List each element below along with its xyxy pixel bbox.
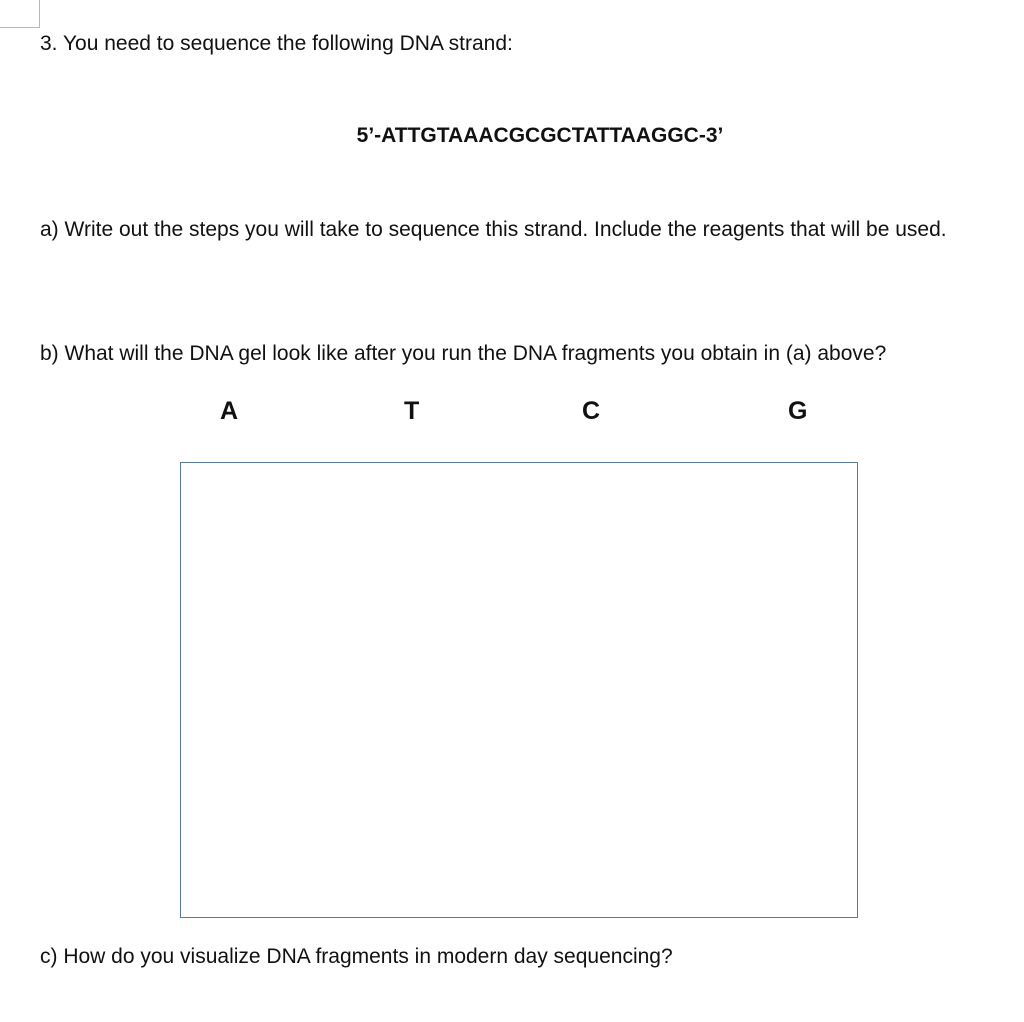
part-c-prompt: c) How do you visualize DNA fragments in modern day sequencing? <box>40 945 673 968</box>
dna-sequence: 5’-ATTGTAAACGCGCTATTAAGGC-3’ <box>356 124 724 147</box>
gel-answer-box[interactable] <box>180 462 858 918</box>
page-corner-mark <box>0 0 40 28</box>
part-b-prompt: b) What will the DNA gel look like after you run the DNA fragments you obtain in (a) above? <box>40 342 887 365</box>
lane-label-a: A <box>220 397 239 425</box>
lane-label-c: C <box>582 397 601 425</box>
lane-label-t: T <box>404 397 420 425</box>
part-a-prompt: a) Write out the steps you will take to sequence this strand. Include the reagents that will be used. <box>40 218 947 241</box>
question-title: 3. You need to sequence the following DNA strand: <box>40 32 513 55</box>
lane-label-g: G <box>788 397 808 425</box>
